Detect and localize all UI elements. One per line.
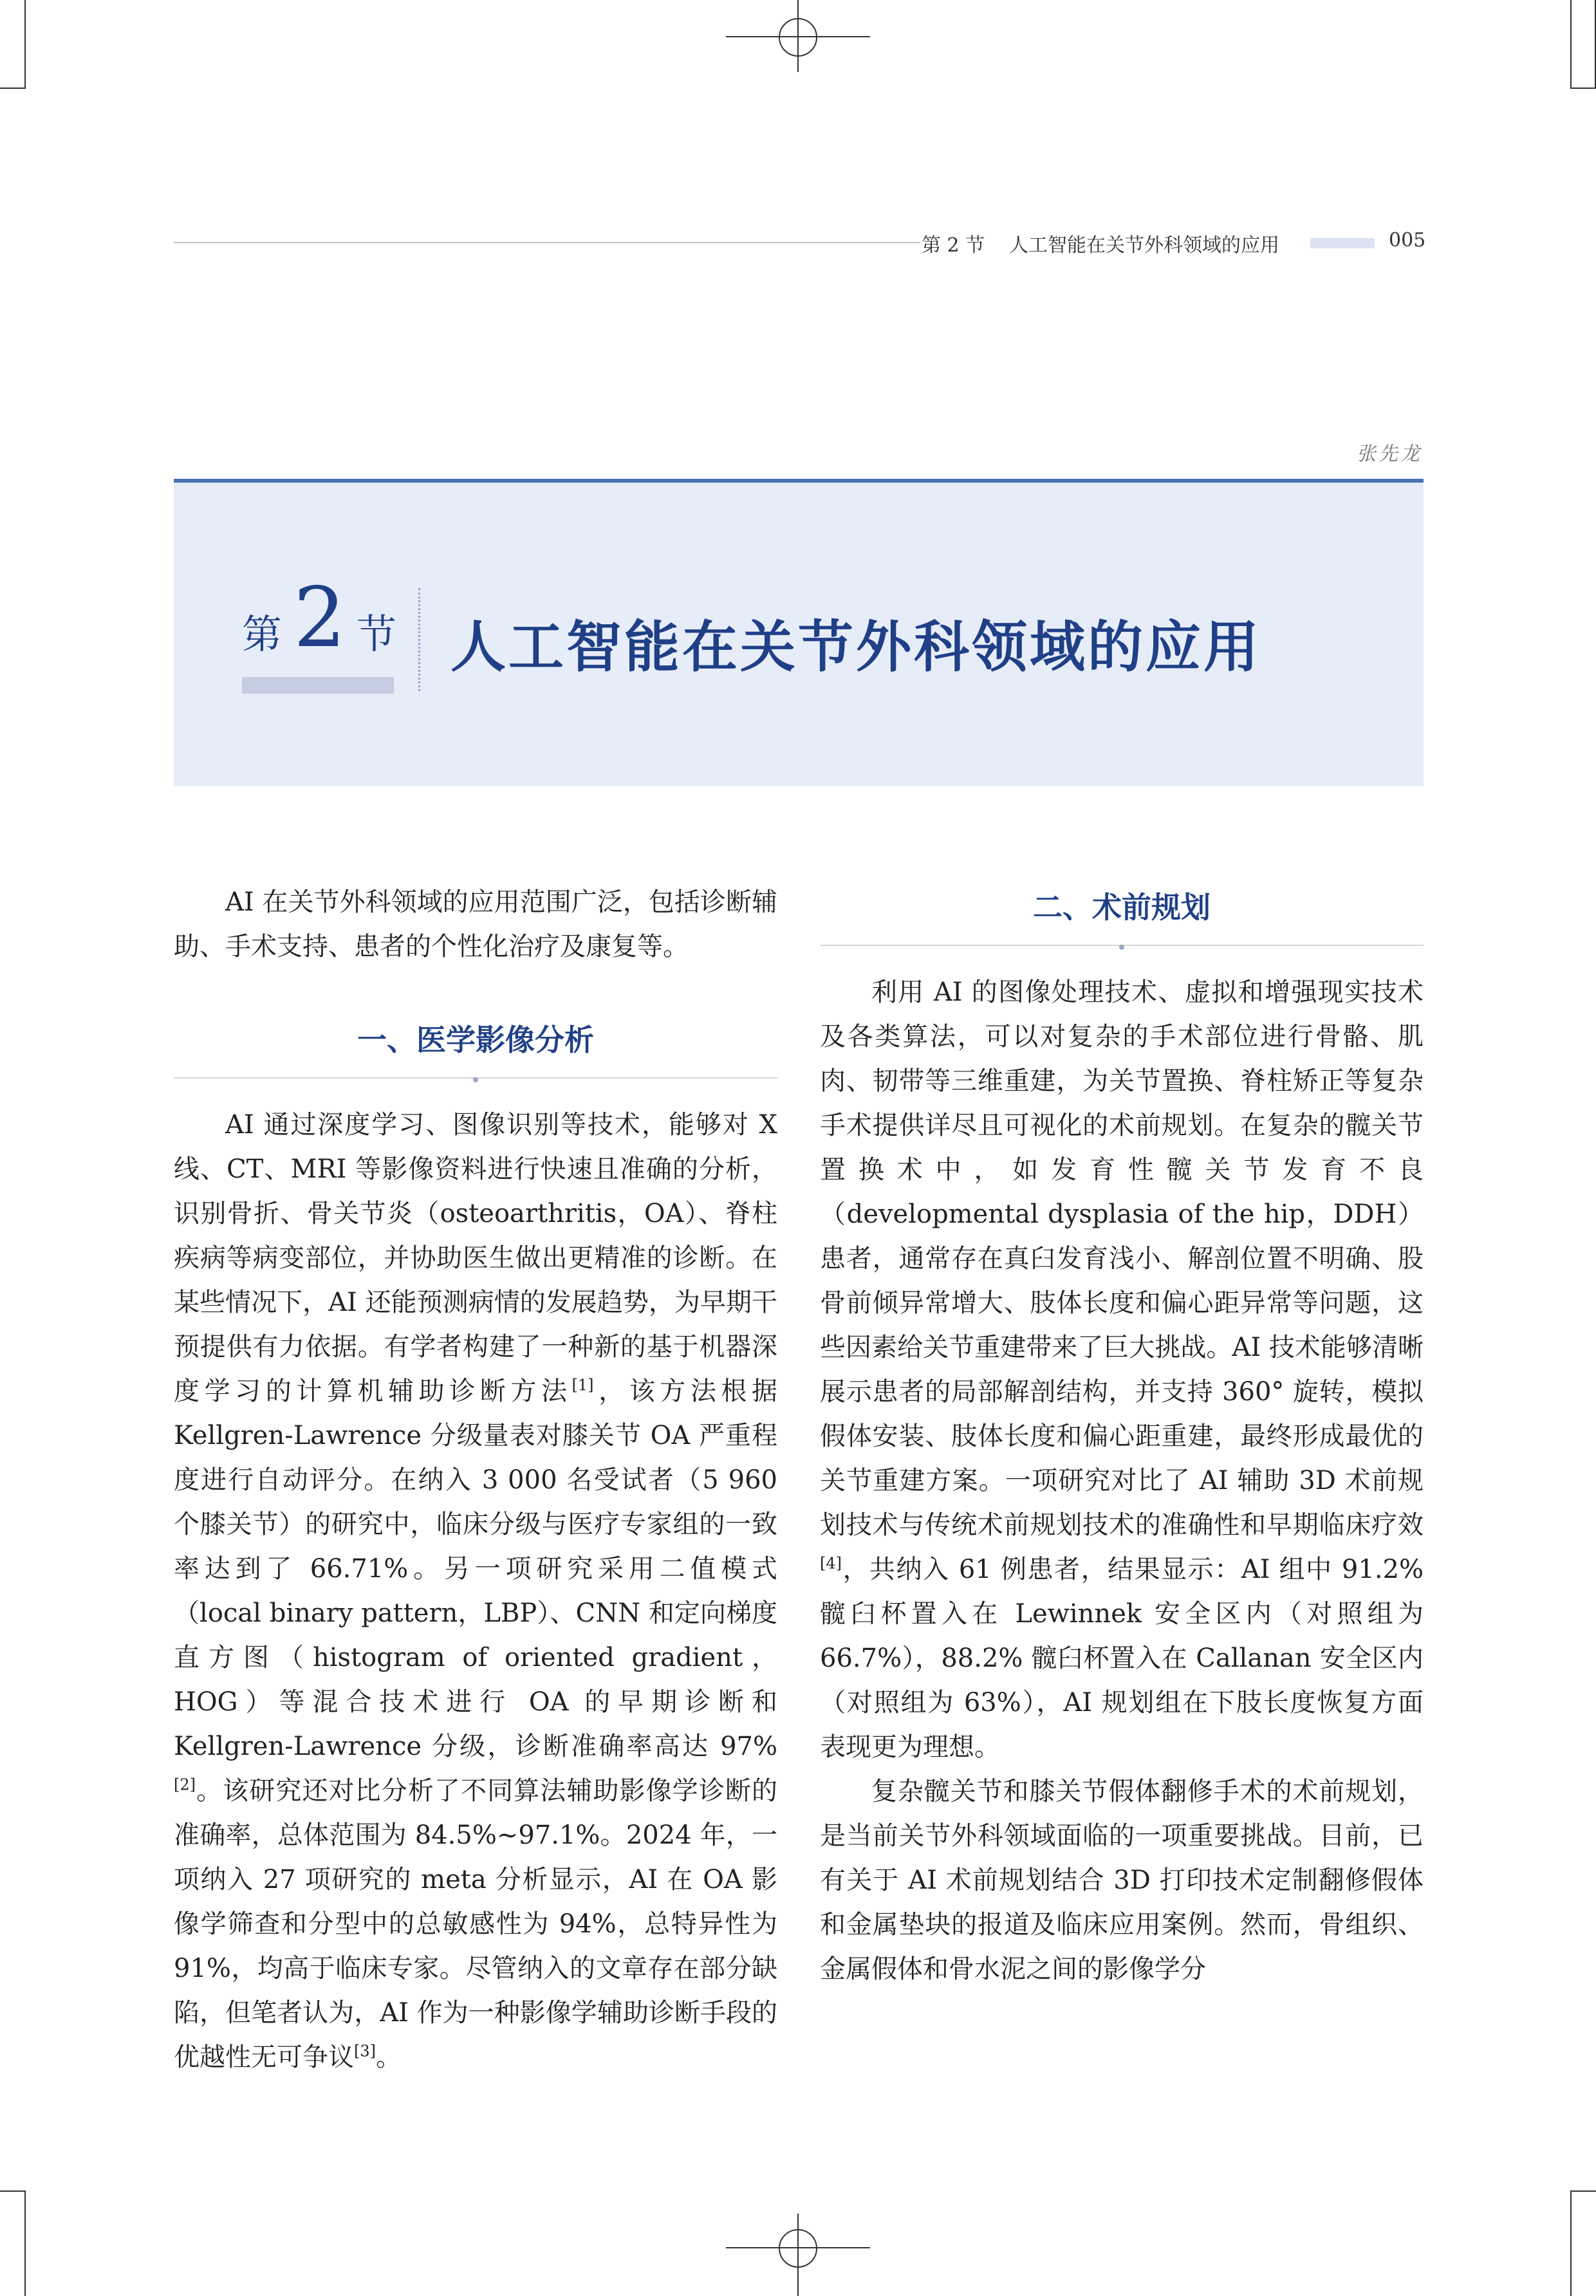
crop-mark: [24, 0, 26, 89]
left-body: [174, 1103, 777, 2080]
section-number-underbar: [242, 677, 394, 694]
page-number: 005: [1389, 229, 1426, 252]
running-header-bar: [1310, 238, 1375, 248]
heading-rule-dot: [473, 1077, 478, 1082]
section-number: 2: [293, 570, 346, 666]
citation-2[interactable]: [2]: [174, 1775, 196, 1794]
planning-paragraph-1: [820, 970, 1424, 1770]
heading-rule-dot: [1119, 945, 1124, 950]
citation-3[interactable]: [3]: [354, 2042, 376, 2060]
crop-mark: [0, 88, 26, 89]
imaging-text-1: AI 通过深度学习、图像识别等技术，能够对 X 线、CT、MRI 等影像资料进行快速且准确的分析，识别骨折、骨关节炎（osteoarthritis，OA）、脊柱疾病等病变部位，并协助医生做出更精准的诊断。在某些情况下，AI 还能预测病情的发展趋势，为早期干预提供有力依据。有学者构建了一种新的基于机器深度学习的计算机辅助诊断方法: [174, 1110, 777, 1406]
heading-medical-imaging: 一、医学影像分析: [357, 1023, 594, 1057]
heading-preoperative-planning: 二、术前规划: [1033, 890, 1211, 925]
planning-text-2: ，共纳入 61 例患者，结果显示：AI 组中 91.2% 髋臼杯置入在 Lewinnek 安全区内（对照组为 66.7%），88.2% 髋臼杯置入在 Callanan 安全区内（对照组为 63%），AI 规划组在下肢长度恢复方面表现更为理想。: [820, 1555, 1424, 1762]
imaging-text-2: ，该方法根据 Kellgren-Lawrence 分级量表对膝关节 OA 严重程度进行自动评分。在纳入 3 000 名受试者（5 960 个膝关节）的研究中，临床分级与医疗专家组的一致率达到了 66.71%。另一项研究采用二值模式（local binary pattern，LBP）、CNN 和定向梯度直方图（histogram of oriented gradient，HOG）等混合技术进行 OA 的早期诊断和 Kellgren-Lawrence 分级，诊断准确率高达 97%: [174, 1376, 778, 1761]
right-body: [820, 970, 1424, 1992]
section-prefix: 第: [242, 611, 283, 658]
citation-4[interactable]: [4]: [820, 1554, 842, 1573]
crop-mark: [1570, 88, 1596, 89]
running-header-section-label: 第 2 节: [922, 234, 985, 257]
crop-mark: [1570, 2190, 1596, 2192]
crop-mark: [24, 2190, 26, 2296]
imaging-paragraph: [174, 1103, 777, 2080]
imaging-text-4: 。: [376, 2042, 402, 2072]
crop-mark: [0, 2190, 26, 2192]
imaging-text-3: 。该研究还对比分析了不同算法辅助影像学诊断的准确率，总体范围为 84.5%~97.1%。2024 年，一项纳入 27 项研究的 meta 分析显示，AI 在 OA 影像学筛查和分型中的总敏感性为 94%，总特异性为 91%，均高于临床专家。尽管纳入的文章存在部分缺陷，但笔者认为，AI 作为一种影像学辅助诊断手段的优越性无可争议: [174, 1776, 777, 2072]
running-header-rule: [174, 242, 920, 243]
planning-text-1: 利用 AI 的图像处理技术、虚拟和增强现实技术及各类算法，可以对复杂的手术部位进行骨骼、肌肉、韧带等三维重建，为关节置换、脊柱矫正等复杂手术提供详尽且可视化的术前规划。在复杂的髋关节置换术中，如发育性髋关节发育不良（developmental dysplasia of the hip，DDH）患者，通常存在真臼发育浅小、解剖位置不明确、股骨前倾异常增大、肢体长度和偏心距异常等问题，这些因素给关节重建带来了巨大挑战。AI 技术能够清晰展示患者的局部解剖结构，并支持 360° 旋转，模拟假体安装、肢体长度和偏心距重建，最终形成最优的关节重建方案。一项研究对比了 AI 辅助 3D 术前规划技术与传统术前规划技术的准确性和早期临床疗效: [820, 977, 1424, 1540]
citation-1[interactable]: [1]: [571, 1376, 594, 1394]
author-name: 张先龙: [1357, 443, 1422, 465]
banner-divider: [418, 588, 420, 691]
section-banner: [174, 479, 1424, 786]
registration-circle: [779, 2229, 817, 2268]
section-suffix: 节: [357, 611, 397, 658]
crop-mark: [1570, 2190, 1572, 2296]
running-header-section-title: 人工智能在关节外科领域的应用: [1009, 234, 1279, 257]
planning-paragraph-2: 复杂髋关节和膝关节假体翻修手术的术前规划，是当前关节外科领域面临的一项重要挑战。目前，已有关于 AI 术前规划结合 3D 打印技术定制翻修假体和金属垫块的报道及临床应用案例。然而，骨组织、金属假体和骨水泥之间的影像学分: [820, 1777, 1424, 1984]
registration-circle: [779, 18, 817, 57]
intro-paragraph: AI 在关节外科领域的应用范围广泛，包括诊断辅助、手术支持、患者的个性化治疗及康复等。: [174, 887, 777, 961]
crop-mark: [1570, 0, 1572, 89]
section-title: 人工智能在关节外科领域的应用: [450, 615, 1261, 680]
left-intro: [174, 880, 777, 969]
